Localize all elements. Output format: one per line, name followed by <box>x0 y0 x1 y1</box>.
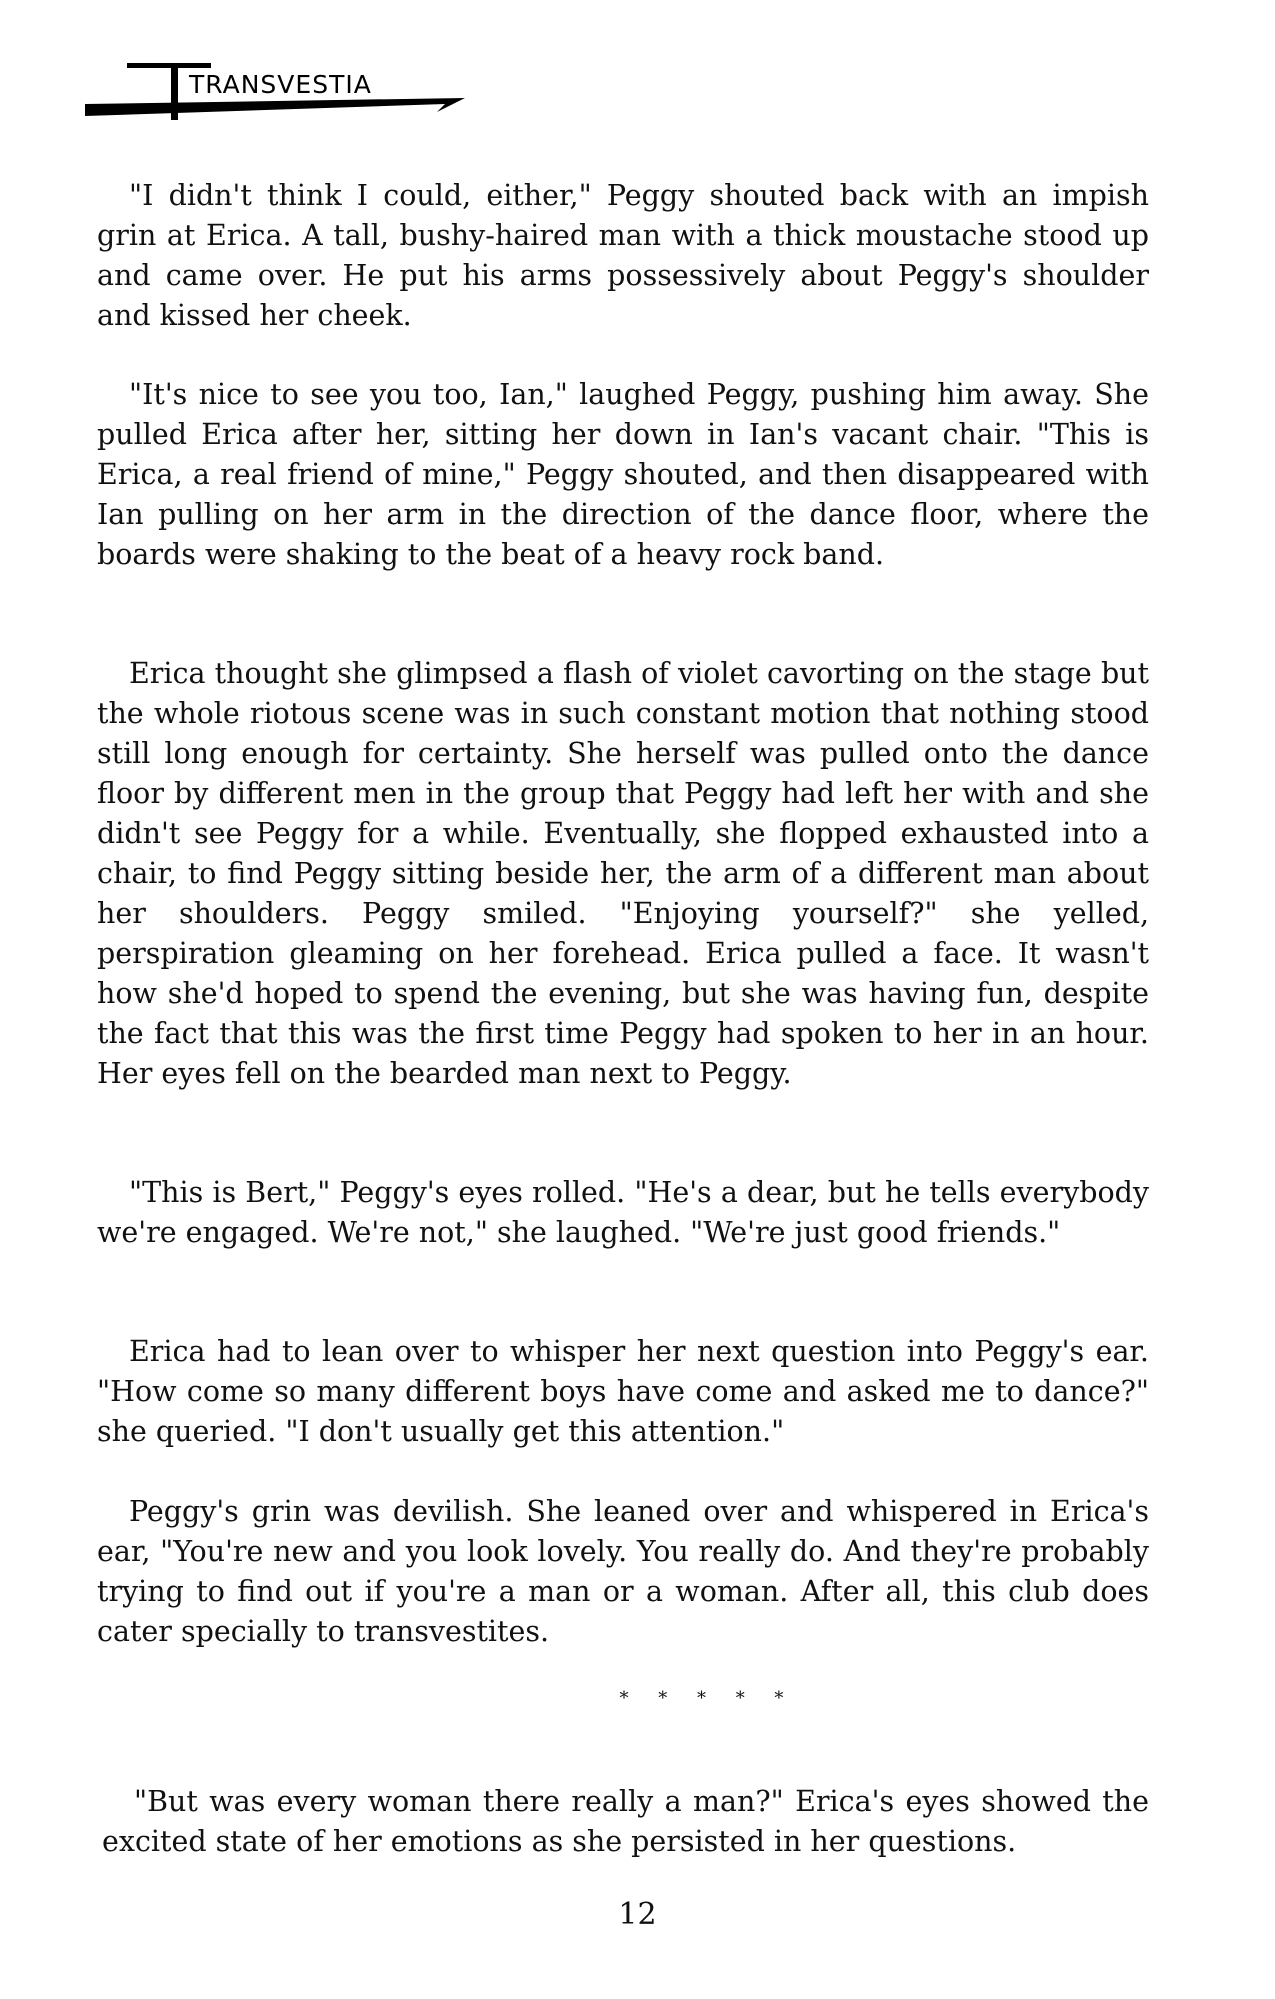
paragraph: Peggy's grin was devilish. She leaned over and whispered in Erica's ear, "You're new and you look lovely. You really do. And they're probably trying to find out if you're a man or a woman. After all, this club does cater specially to transvestites. <box>97 1495 1149 1648</box>
paragraph: Erica had to lean over to whisper her next question into Peggy's ear. "How come so many different boys have come and asked me to dance?" she queried. "I don't usually get this attention." <box>97 1335 1149 1448</box>
paragraph: Erica thought she glimpsed a flash of violet cavorting on the stage but the whole riotous scene was in such constant motion that nothing stood still long enough for certainty. She herself was pulled onto the dance floor by different men in the group that Peggy had left her with and she didn't see Peggy for a while. Eventually, she flopped exhausted into a chair, to find Peggy sitting beside her, the arm of a different man about her shoulders. Peggy smiled. "Enjoying yourself?" she yelled, perspiration gleaming on her forehead. Erica pulled a face. It wasn't how she'd hoped to spend the evening, but she was having fun, despite the fact that this was the first time Peggy had spoken to her in an hour. Her eyes fell on the bearded man next to Peggy. <box>97 657 1149 1090</box>
paragraph: "This is Bert," Peggy's eyes rolled. "He's a dear, but he tells everybody we're engaged. We're not," she laughed. "We're just good friends." <box>97 1176 1149 1249</box>
magazine-logo <box>85 60 475 126</box>
paragraph: "It's nice to see you too, Ian," laughed Peggy, pushing him away. She pulled Erica after her, sitting her down in Ian's vacant chair. "This is Erica, a real friend of mine," Peggy shouted, and then disappeared with Ian pulling on her arm in the direction of the dance floor, where the boards were shaking to the beat of a heavy rock band. <box>97 378 1149 571</box>
paragraph: "But was every woman there really a man?" Erica's eyes showed the excited state of her emotions as she persisted in her questions. <box>102 1785 1149 1858</box>
page-number: 12 <box>618 1897 657 1932</box>
section-separator: * * * * * <box>619 1688 796 1709</box>
logo-text: TRANSVESTIA <box>189 70 372 99</box>
paragraph: "I didn't think I could, either," Peggy shouted back with an impish grin at Erica. A tall, bushy-haired man with a thick moustache stood up and came over. He put his arms possessively about Peggy's shoulder and kissed her cheek. <box>97 179 1149 332</box>
